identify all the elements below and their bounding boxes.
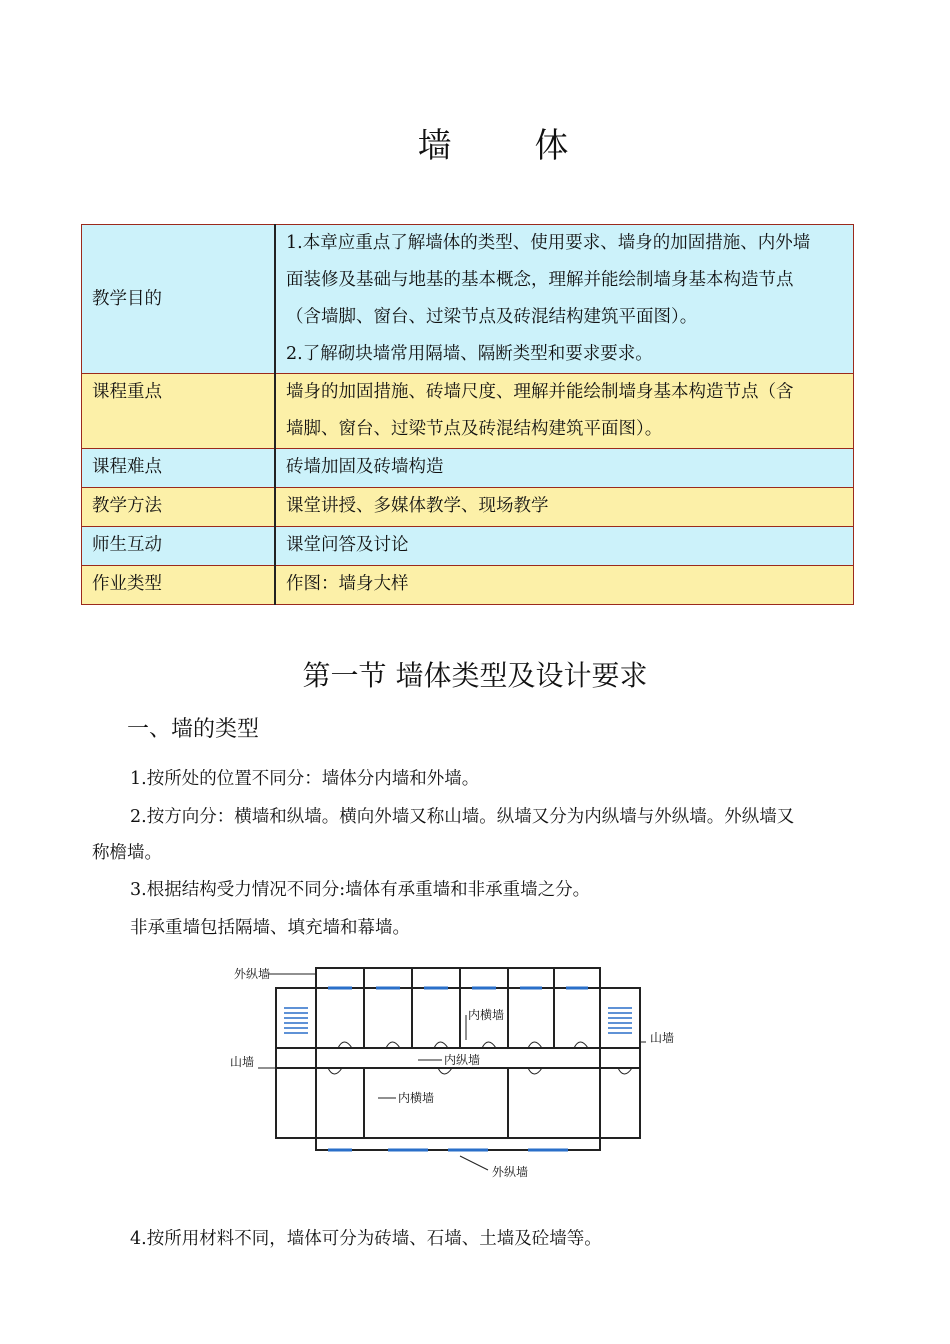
table-row [82,566,854,605]
page-title: 墙 体 [417,126,605,166]
paragraph: 2.按方向分：横墙和纵墙。横向外墙又称山墙。纵墙又分为内纵墙与外纵墙。外纵墙又 [130,807,795,827]
row-key: 教学方法 [82,488,276,527]
section-title: 第一节 墙体类型及设计要求 [302,659,648,692]
value-line: 面装修及基础与地基的基本概念，理解并能绘制墙身基本构造节点 [286,270,794,290]
table-row [82,449,854,488]
paragraph: 3.根据结构受力情况不同分:墙体有承重墙和非承重墙之分。 [130,880,591,900]
label-gable-right: 山墙 [650,1031,675,1045]
label-outer-long-top: 外纵墙 [234,967,271,981]
label-outer-long-bottom: 外纵墙 [492,1165,529,1179]
value-line: 墙身的加固措施、砖墙尺度、理解并能绘制墙身基本构造节点（含 [286,382,794,402]
label-inner-cross-bottom: 内横墙 [398,1091,435,1105]
row-value: 砖墙加固及砖墙构造 [275,449,854,488]
table-row [82,527,854,566]
row-value: 课堂问答及讨论 [275,527,854,566]
course-info-table [81,224,854,605]
value-line: 2.了解砌块墙常用隔墙、隔断类型和要求要求。 [286,344,653,364]
paragraph: 非承重墙包括隔墙、填充墙和幕墙。 [130,918,410,938]
row-value [275,225,854,374]
stair-icon [284,1008,632,1033]
row-key: 教学目的 [82,225,276,374]
table-row [82,225,854,374]
subsection-title: 一、墙的类型 [127,717,260,742]
row-value [275,374,854,449]
label-inner-cross-top: 内横墙 [468,1008,505,1022]
paragraph: 4.按所用材料不同，墙体可分为砖墙、石墙、土墙及砼墙等。 [130,1229,602,1249]
label-inner-long: 内纵墙 [444,1053,481,1067]
paragraph-continuation: 称檐墙。 [92,843,162,863]
table-row [82,488,854,527]
value-line: （含墙脚、窗台、过梁节点及砖混结构建筑平面图）。 [286,307,698,327]
row-key: 课程重点 [82,374,276,449]
row-key: 课程难点 [82,449,276,488]
row-key: 师生互动 [82,527,276,566]
value-line: 墙脚、窗台、过梁节点及砖混结构建筑平面图）。 [286,419,663,439]
row-value: 课堂讲授、多媒体教学、现场教学 [275,488,854,527]
table-row [82,374,854,449]
paragraph: 1.按所处的位置不同分：墙体分内墙和外墙。 [130,769,480,789]
row-key: 作业类型 [82,566,276,605]
label-gable-left: 山墙 [230,1055,255,1069]
floor-plan-diagram [228,960,688,1190]
value-line: 1.本章应重点了解墙体的类型、使用要求、墙身的加固措施、内外墙 [286,233,811,253]
row-value: 作图：墙身大样 [275,566,854,605]
